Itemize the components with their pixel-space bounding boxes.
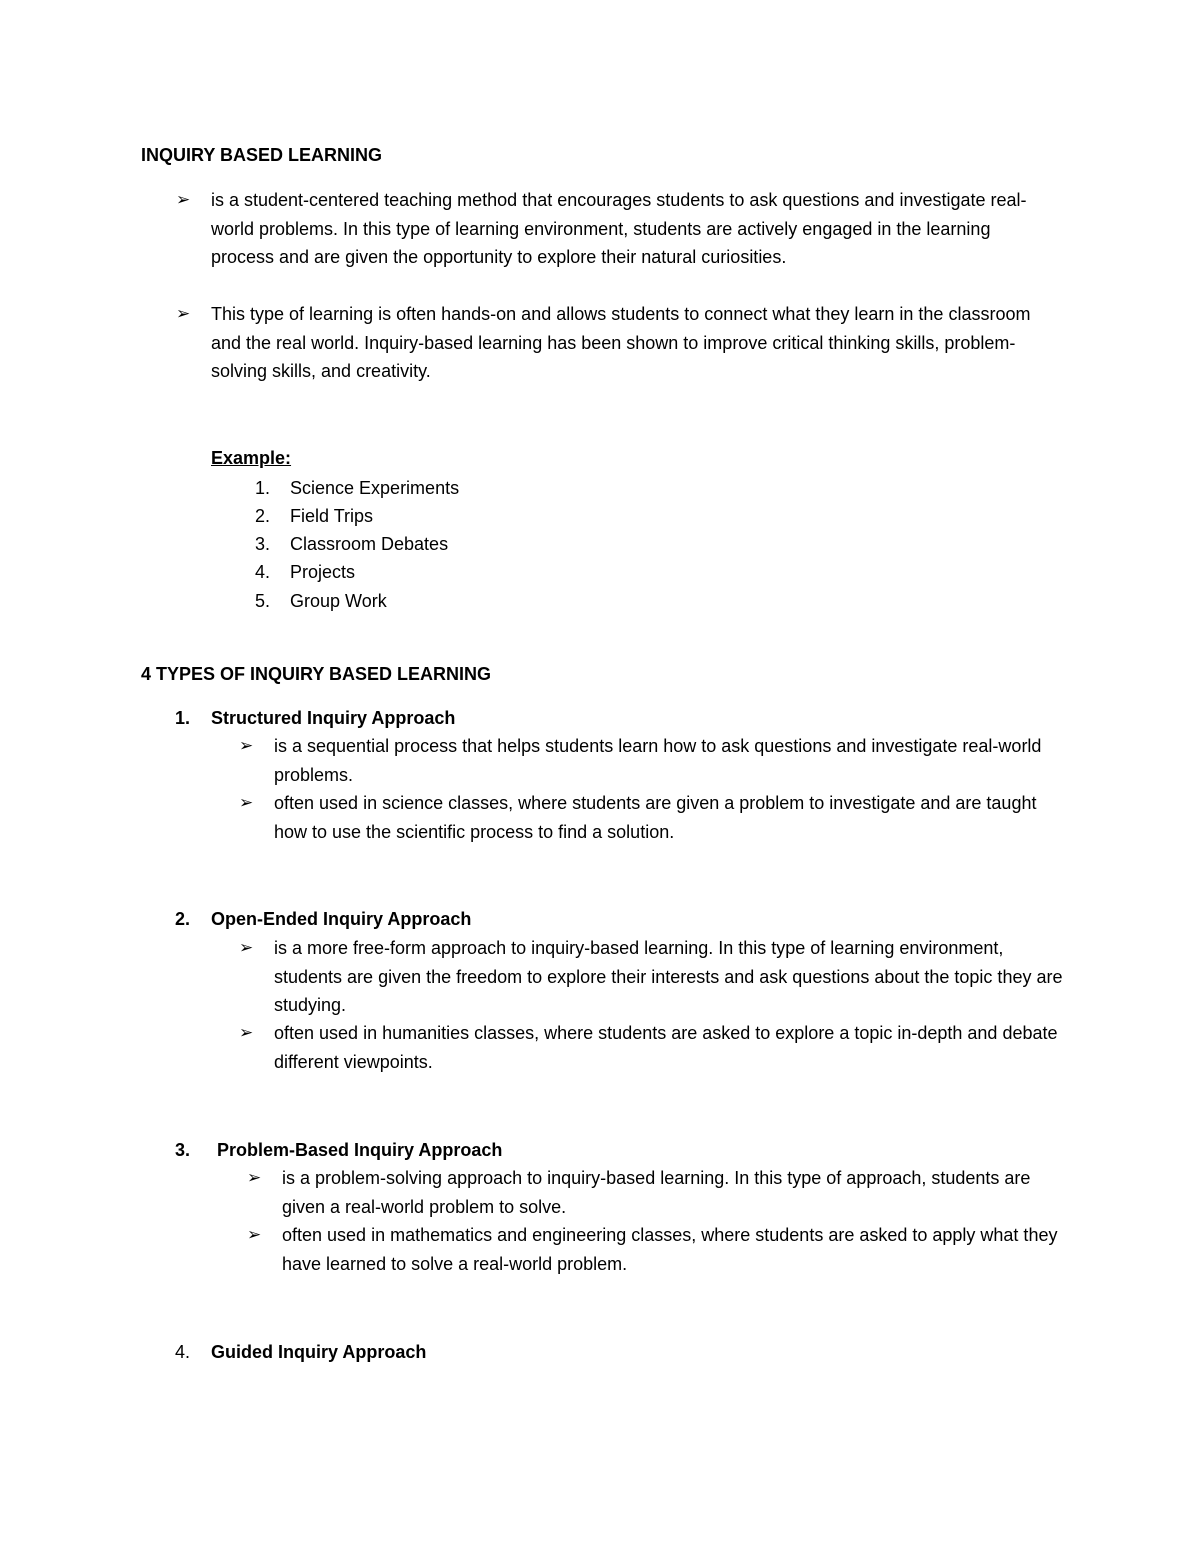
type-bullet-text: often used in science classes, where students are given a problem to investigate and are taught how to use the scientific process to find a solution. [274,793,1037,842]
type-bullet-text: often used in humanities classes, where students are asked to explore a topic in-depth and debate different viewpoints. [274,1023,1058,1072]
example-item-text: Classroom Debates [290,534,449,554]
arrow-bullet-icon: ➢ [247,1225,262,1244]
example-list-item [255,558,355,586]
intro-bullet [176,300,1036,386]
type-number: 3. [175,1140,191,1160]
type-bullet-text: is a sequential process that helps students learn how to ask questions and investigate real-world problems. [274,736,1042,785]
type-bullet [239,732,1059,789]
arrow-bullet-icon: ➢ [176,304,191,323]
arrow-bullet-icon: ➢ [239,736,254,755]
intro-bullet-text: This type of learning is often hands-on and allows students to connect what they learn in the classroom and the real world. Inquiry-based learning has been shown to improve critical thinking skills, problem-solving skills, and creativity. [211,304,1031,382]
example-item-text: Science Experiments [290,478,460,498]
type-title: Structured Inquiry Approach [211,708,456,728]
example-item-number: 2. [255,506,271,526]
example-list-item [255,502,373,530]
type-title: Problem-Based Inquiry Approach [217,1140,503,1160]
type-number: 1. [175,708,191,728]
type-title: Guided Inquiry Approach [211,1342,427,1362]
type-bullet-text: is a more free-form approach to inquiry-based learning. In this type of learning environment, students are given the freedom to explore their interests and ask questions about the topic they are studying. [274,938,1063,1016]
example-item-text: Field Trips [290,506,374,526]
type-heading [175,905,471,933]
type-bullet-text: is a problem-solving approach to inquiry-based learning. In this type of approach, students are given a real-world problem to solve. [282,1168,1031,1217]
example-item-number: 4. [255,562,271,582]
example-item-number: 3. [255,534,271,554]
type-bullet [247,1164,1067,1221]
example-item-text: Projects [290,562,356,582]
type-bullet [247,1221,1067,1278]
type-heading [175,1136,502,1164]
intro-bullet-text: is a student-centered teaching method that encourages students to ask questions and investigate real-world problems. In this type of learning environment, students are actively engaged in the learning process and are given the opportunity to explore their natural curiosities. [211,190,1027,268]
example-list-item [255,474,459,502]
type-bullet [239,934,1074,1020]
example-item-number: 1. [255,478,271,498]
document-title: INQUIRY BASED LEARNING [141,145,383,165]
types-heading: 4 TYPES OF INQUIRY BASED LEARNING [141,664,492,684]
arrow-bullet-icon: ➢ [239,1023,254,1042]
arrow-bullet-icon: ➢ [239,793,254,812]
example-item-number: 5. [255,591,271,611]
arrow-bullet-icon: ➢ [176,190,191,209]
type-bullet [239,789,1059,846]
type-title: Open-Ended Inquiry Approach [211,909,472,929]
example-item-text: Group Work [290,591,387,611]
example-list-item [255,530,448,558]
intro-bullet [176,186,1036,272]
type-number: 2. [175,909,191,929]
example-list-item [255,587,387,615]
type-number: 4. [175,1342,191,1362]
type-bullet-text: often used in mathematics and engineering classes, where students are asked to apply what they have learned to solve a real-world problem. [282,1225,1058,1274]
type-heading [175,704,455,732]
arrow-bullet-icon: ➢ [239,938,254,957]
type-bullet [239,1019,1059,1076]
type-heading [175,1338,426,1366]
example-label: Example: [211,448,292,468]
arrow-bullet-icon: ➢ [247,1168,262,1187]
